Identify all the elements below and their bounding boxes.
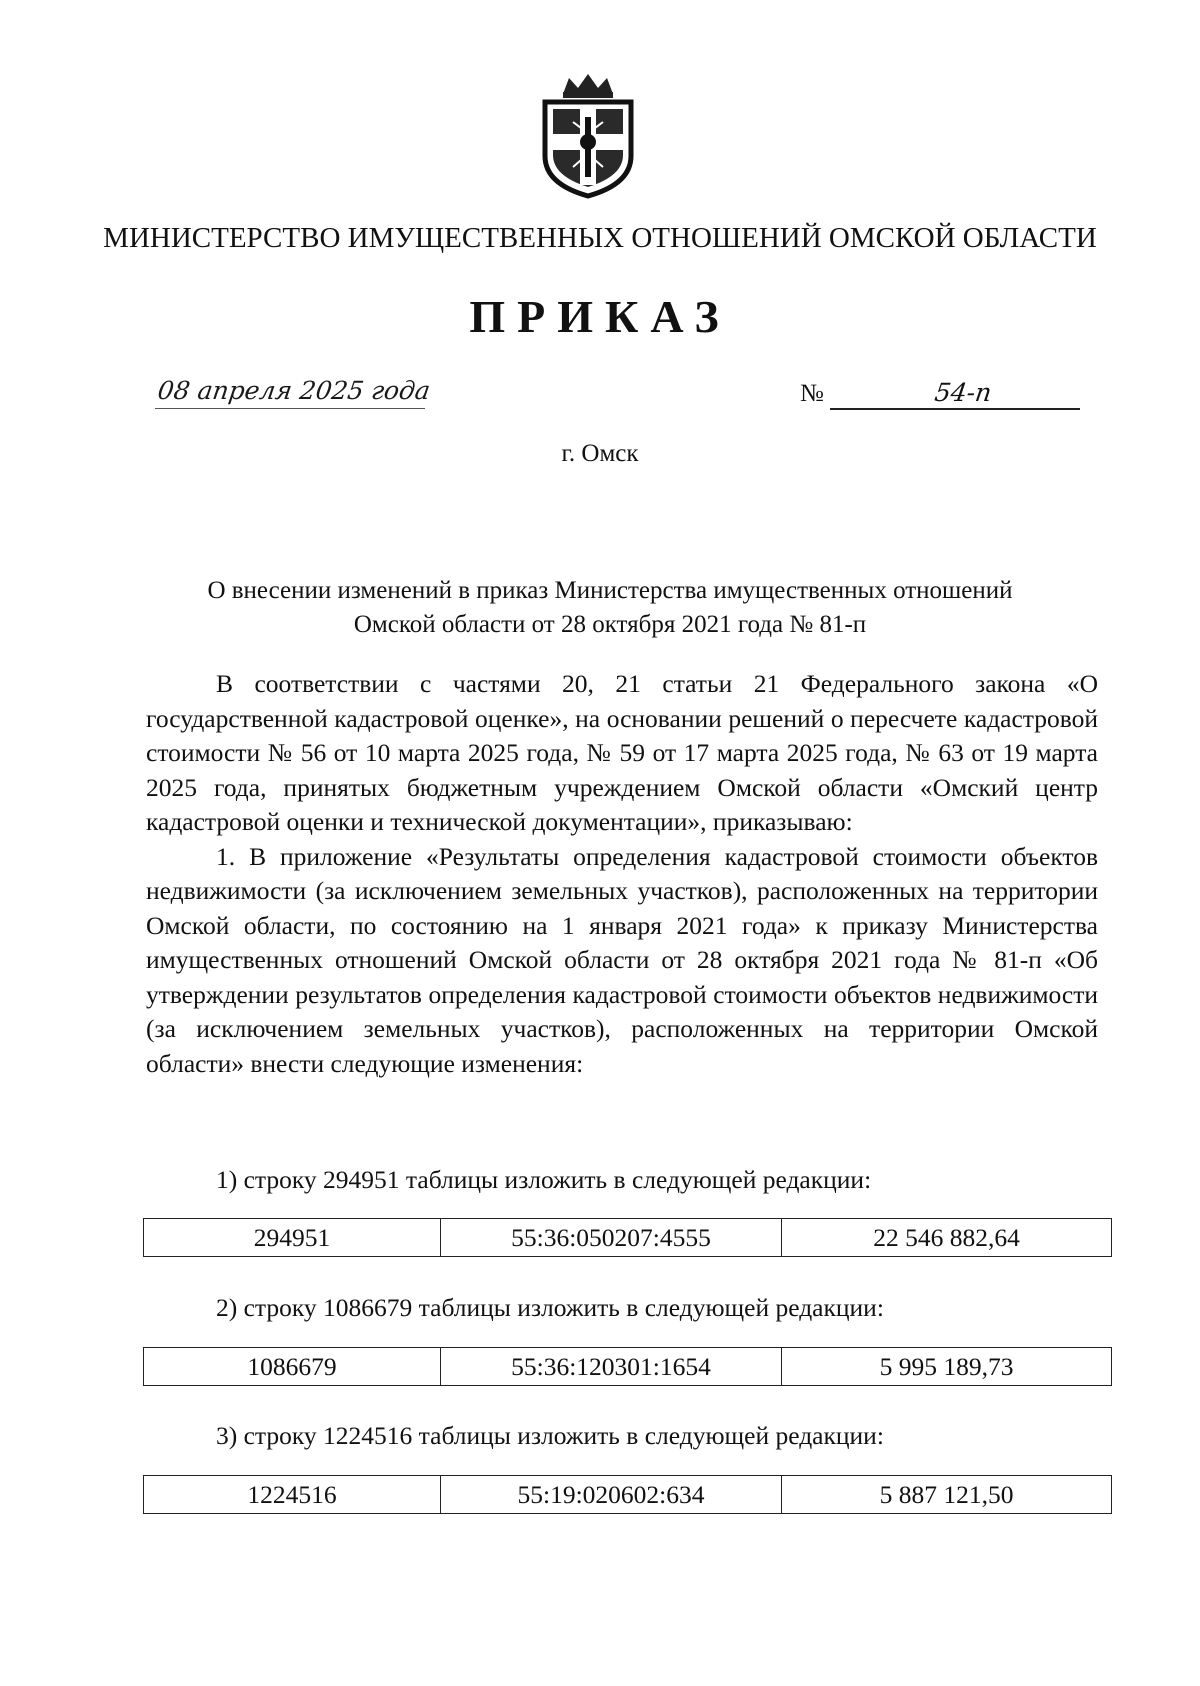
cadastral-value-cell: 22 546 882,64 — [782, 1219, 1112, 1257]
cadastral-number-cell: 55:36:050207:4555 — [441, 1219, 782, 1257]
order-date: 08 апреля 2025 года — [155, 376, 433, 405]
cadastral-number-cell: 55:19:020602:634 — [441, 1476, 782, 1514]
cadastral-value-cell: 5 887 121,50 — [782, 1476, 1112, 1514]
table-row — [144, 1476, 1112, 1514]
table-row — [144, 1219, 1112, 1257]
date-underline — [155, 408, 425, 409]
paragraph-preamble: В соответствии с частями 20, 21 статьи 21 Федерального закона «О государственной кадастровой оценке», на основании решений о пересчете кадастровой стоимости № 56 от 10 марта 2025 года, № 59 от 17 марта 2025 года, № 63 от 19 марта 2025 года, принятых бюджетным учреждением Омской области «Омский центр кадастровой оценки и технической документации», приказываю: — [146, 669, 1098, 836]
document-type-title: ПРИКАЗ — [469, 291, 731, 342]
row-number-cell: 1224516 — [144, 1476, 441, 1514]
table-row — [144, 1348, 1112, 1386]
order-body — [146, 667, 1098, 1081]
order-number: 54-п — [932, 378, 994, 407]
row-number-cell: 1086679 — [144, 1348, 441, 1386]
subject-line-2: Омской области от 28 октября 2021 года № 81-п — [353, 611, 867, 638]
cadastral-number-cell: 55:36:120301:1654 — [441, 1348, 782, 1386]
amendment-intro-3: 3) строку 1224516 таблицы изложить в следующей редакции: — [216, 1421, 884, 1450]
cadastral-value-cell: 5 995 189,73 — [782, 1348, 1112, 1386]
ministry-name: МИНИСТЕРСТВО ИМУЩЕСТВЕННЫХ ОТНОШЕНИЙ ОМСКОЙ ОБЛАСТИ — [103, 222, 1097, 254]
amendment-intro-1: 1) строку 294951 таблицы изложить в следующей редакции: — [216, 1165, 872, 1194]
number-underline — [830, 408, 1080, 410]
order-number-label: № — [800, 380, 824, 407]
city: г. Омск — [561, 440, 639, 467]
order-subject — [160, 574, 1060, 642]
amendment-table-3 — [143, 1475, 1112, 1514]
row-number-cell: 294951 — [144, 1219, 441, 1257]
amendment-table-2 — [143, 1347, 1112, 1386]
paragraph-item-1: 1. В приложение «Результаты определения кадастровой стоимости объектов недвижимости (за исключением земельных участков), расположенных на территории Омской области, по состоянию на 1 января 2021 года» к приказу Министерства имущественных отношений Омской области от 28 октября 2021 года № 81-п «Об утверждении результатов определения кадастровой стоимости объектов недвижимости (за исключением земельных участков), расположенных на территории Омской области» внести следующие изменения: — [146, 841, 1098, 1078]
amendment-intro-2: 2) строку 1086679 таблицы изложить в следующей редакции: — [216, 1293, 884, 1322]
coat-of-arms-icon — [533, 72, 643, 200]
amendment-table-1 — [143, 1218, 1112, 1257]
subject-line-1: О внесении изменений в приказ Министерства имущественных отношений — [207, 577, 1013, 604]
